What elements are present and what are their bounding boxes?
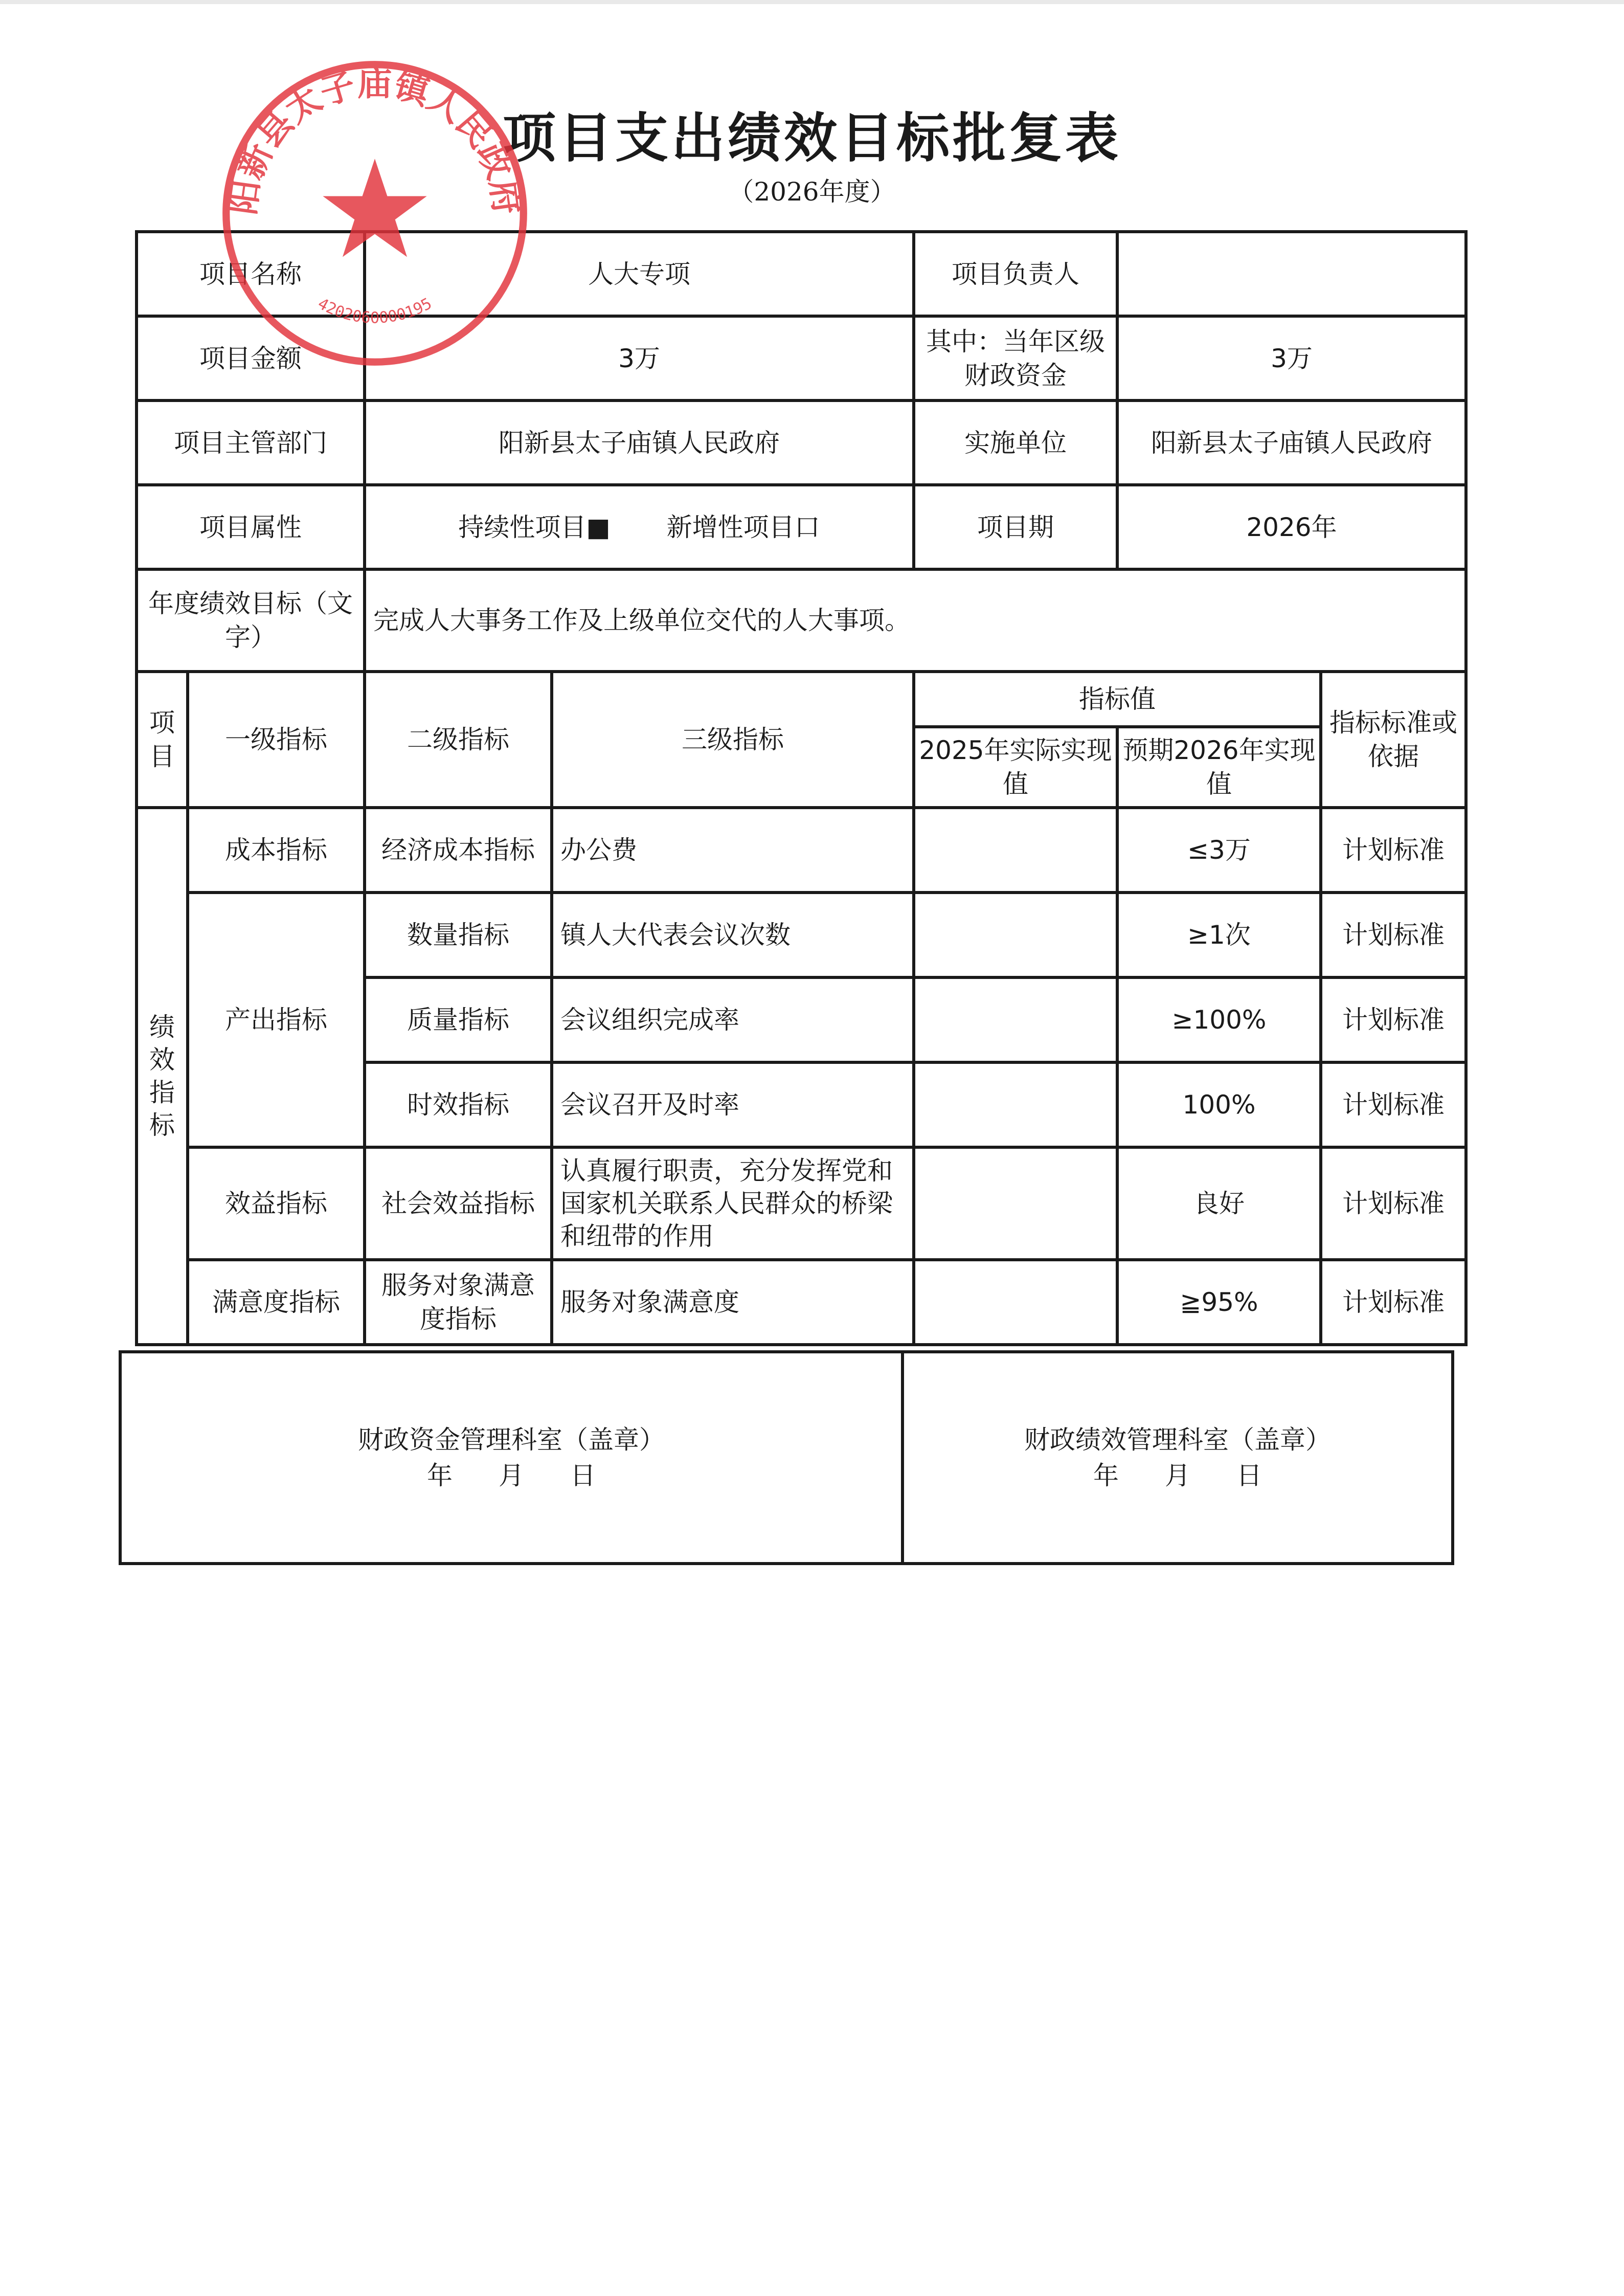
- benefit-actual: [914, 1147, 1117, 1260]
- goal-label-line2: 字）: [225, 622, 276, 652]
- header-project: 项目: [137, 672, 188, 808]
- row-project-name: [137, 232, 1466, 316]
- satisfaction-level1: 满意度指标: [188, 1260, 365, 1345]
- cost-level2: 经济成本指标: [365, 808, 552, 893]
- header-expected-line1: 预期2026年实现: [1122, 735, 1316, 765]
- header-standard-line1: 指标标准或: [1329, 708, 1457, 738]
- benefit-level3-line1: 认真履行职责，充分发挥党和: [560, 1156, 893, 1186]
- perf-char-4: 标: [149, 1110, 175, 1140]
- benefit-standard: 计划标准: [1321, 1147, 1466, 1260]
- left-year: 年: [427, 1461, 453, 1490]
- row-qty: [137, 893, 1466, 977]
- signature-right: [903, 1352, 1453, 1564]
- signature-table: [119, 1350, 1454, 1565]
- right-date: [905, 1458, 1451, 1493]
- qty-actual: [914, 893, 1117, 977]
- amount-label: 项目金额: [137, 316, 365, 400]
- signature-section: [119, 1350, 1451, 1565]
- perf-char-1: 绩: [149, 1012, 175, 1042]
- perf-indicator-label: [137, 808, 188, 1345]
- fund-label: [914, 316, 1117, 400]
- leader-value: [1117, 232, 1466, 316]
- row-attr: [137, 485, 1466, 569]
- goal-label: [137, 569, 365, 672]
- dept-label: 项目主管部门: [137, 400, 365, 485]
- right-day: 日: [1236, 1461, 1262, 1490]
- project-name-value: 人大专项: [365, 232, 914, 316]
- page-subtitle: （2026年度）: [728, 177, 896, 207]
- period-value: 2026年: [1117, 485, 1466, 569]
- unit-label: 实施单位: [914, 400, 1117, 485]
- approval-table-wrapper: [135, 230, 1464, 1346]
- output-level1: 产出指标: [188, 893, 365, 1147]
- fund-label-line2: 财政资金: [964, 360, 1067, 390]
- header-level3: 三级指标: [552, 672, 914, 808]
- quality-expected: ≥100%: [1117, 977, 1321, 1062]
- header-level1: 一级指标: [188, 672, 365, 808]
- cost-expected: ≤3万: [1117, 808, 1321, 893]
- row-cost: [137, 808, 1466, 893]
- benefit-expected: 良好: [1117, 1147, 1321, 1260]
- row-benefit: [137, 1147, 1466, 1260]
- approval-table: [135, 230, 1468, 1346]
- attr-label: 项目属性: [137, 485, 365, 569]
- quality-level3: 会议组织完成率: [552, 977, 914, 1062]
- satisfaction-level3: 服务对象满意度: [552, 1260, 914, 1345]
- fund-value: 3万: [1117, 316, 1466, 400]
- header-value-group: 指标值: [914, 672, 1321, 727]
- timely-actual: [914, 1062, 1117, 1147]
- cost-actual: [914, 808, 1117, 893]
- attr-new: 新增性项目口: [666, 512, 820, 542]
- satisfaction-level2-line2: 度指标: [420, 1304, 497, 1334]
- timely-level2: 时效指标: [365, 1062, 552, 1147]
- quality-level2: 质量指标: [365, 977, 552, 1062]
- header-expected-2026: [1117, 727, 1321, 808]
- header-standard: [1321, 672, 1466, 808]
- satisfaction-standard: 计划标准: [1321, 1260, 1466, 1345]
- row-dept: [137, 400, 1466, 485]
- quality-standard: 计划标准: [1321, 977, 1466, 1062]
- cost-standard: 计划标准: [1321, 808, 1466, 893]
- right-year: 年: [1093, 1461, 1119, 1490]
- left-day: 日: [570, 1461, 596, 1490]
- row-amount: [137, 316, 1466, 400]
- attr-value: [365, 485, 914, 569]
- page-title: 项目支出绩效目标批复表: [502, 107, 1121, 169]
- unit-value: 阳新县太子庙镇人民政府: [1117, 400, 1466, 485]
- goal-value: 完成人大事务工作及上级单位交代的人大事项。: [365, 569, 1466, 672]
- benefit-level3-line2: 国家机关联系人民群众的桥梁: [560, 1189, 893, 1218]
- satisfaction-expected: ≧95%: [1117, 1260, 1321, 1345]
- fund-label-line1: 其中：当年区级: [926, 326, 1105, 356]
- header-actual-line2: 值: [1003, 769, 1028, 799]
- row-goal: [137, 569, 1466, 672]
- left-date: [122, 1458, 900, 1493]
- benefit-level3-line3: 和纽带的作用: [560, 1221, 714, 1251]
- perf-char-3: 指: [149, 1078, 175, 1107]
- satisfaction-level2: [365, 1260, 552, 1345]
- benefit-level2: 社会效益指标: [365, 1147, 552, 1260]
- left-office-label: 财政资金管理科室（盖章）: [358, 1425, 665, 1455]
- satisfaction-level2-line1: 服务对象满意: [381, 1270, 535, 1300]
- perf-char-2: 效: [149, 1045, 175, 1075]
- signature-left: [120, 1352, 903, 1564]
- period-label: 项目期: [914, 485, 1117, 569]
- row-satisfaction: [137, 1260, 1466, 1345]
- cost-level3: 办公费: [552, 808, 914, 893]
- amount-value: 3万: [365, 316, 914, 400]
- project-name-label: 项目名称: [137, 232, 365, 316]
- satisfaction-actual: [914, 1260, 1117, 1345]
- header-actual-2025: [914, 727, 1117, 808]
- timely-standard: 计划标准: [1321, 1062, 1466, 1147]
- goal-label-line1: 年度绩效目标（文: [148, 589, 353, 618]
- header-actual-line1: 2025年实际实现: [919, 735, 1112, 765]
- benefit-level1: 效益指标: [188, 1147, 365, 1260]
- left-month: 月: [499, 1461, 524, 1490]
- right-office-label: 财政绩效管理科室（盖章）: [1024, 1425, 1331, 1455]
- header-standard-line2: 依据: [1368, 742, 1419, 771]
- quality-actual: [914, 977, 1117, 1062]
- header-expected-line2: 值: [1206, 769, 1232, 799]
- page-top-edge: [0, 0, 1624, 4]
- dept-value: 阳新县太子庙镇人民政府: [365, 400, 914, 485]
- seal-code-path: 4202060000195: [314, 295, 435, 327]
- qty-expected: ≥1次: [1117, 893, 1321, 977]
- qty-standard: 计划标准: [1321, 893, 1466, 977]
- cost-level1: 成本指标: [188, 808, 365, 893]
- timely-level3: 会议召开及时率: [552, 1062, 914, 1147]
- qty-level3: 镇人大代表会议次数: [552, 893, 914, 977]
- timely-expected: 100%: [1117, 1062, 1321, 1147]
- qty-level2: 数量指标: [365, 893, 552, 977]
- attr-ongoing: 持续性项目■: [458, 512, 611, 542]
- leader-label: 项目负责人: [914, 232, 1117, 316]
- seal-text-path: 阳新县太子庙镇人民政府: [222, 63, 528, 217]
- right-month: 月: [1165, 1461, 1190, 1490]
- benefit-level3: [552, 1147, 914, 1260]
- row-header-1: [137, 672, 1466, 727]
- header-level2: 二级指标: [365, 672, 552, 808]
